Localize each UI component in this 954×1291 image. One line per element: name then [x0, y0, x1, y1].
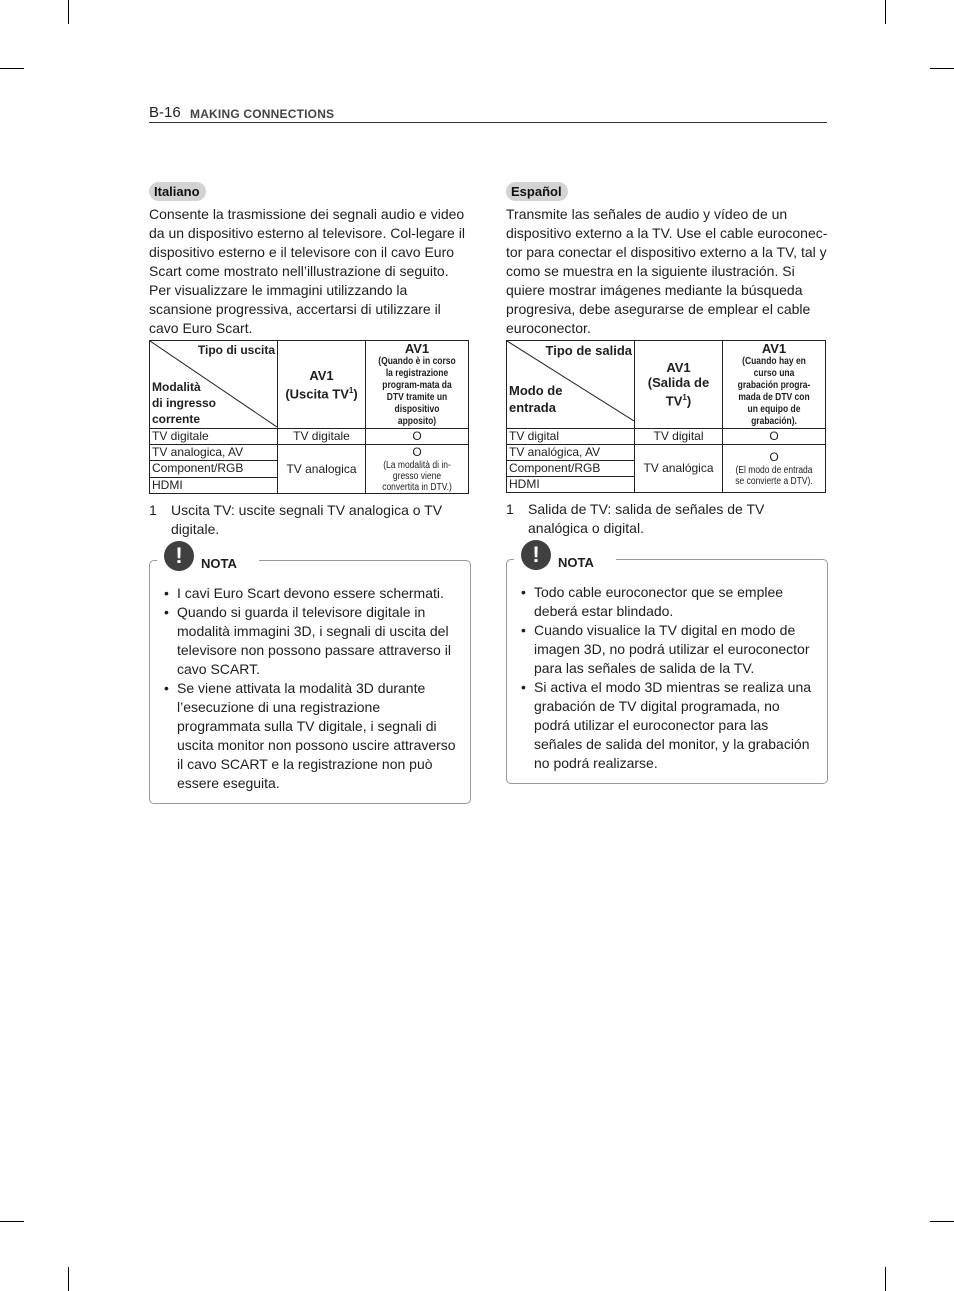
exclamation-icon: ! [521, 540, 551, 570]
table-cell: TV digitale [278, 429, 366, 445]
table-row-label: Component/RGB [507, 461, 635, 477]
column-header-av1-recording: AV1 (Quando è in corso la registrazione program-mata da DTV tramite un dispositivo apposito) [366, 341, 469, 429]
footnote [149, 501, 471, 539]
page-header [149, 104, 827, 123]
table-row-label: TV analogica, AV [150, 445, 278, 461]
crop-mark [68, 0, 69, 24]
table-row-label: TV digitale [150, 429, 278, 445]
column-header-av1-recording: AV1 (Cuando hay en curso una grabación progra-mada de DTV con un equipo de grabación). [723, 341, 826, 429]
table-cell: O [366, 429, 469, 445]
footnote-number: 1 [149, 502, 157, 518]
page-number: B-16 [149, 104, 181, 121]
note-label: NOTA [558, 555, 594, 570]
footnote-number: 1 [506, 501, 514, 517]
crop-mark [0, 68, 24, 69]
footnote [506, 500, 828, 538]
list-item: • Cuando visualice la TV digital en modo de imagen 3D, no podrá utilizar el euroconector para las señales de salida de la TV. [521, 621, 817, 678]
table-row-label: HDMI [150, 477, 278, 493]
list-item: • Si activa el modo 3D mientras se realiza una grabación de TV digital programada, no podrá utilizar el euroconector para las señales de salida del monitor, y la grabación no podrá realizarse. [521, 678, 817, 773]
column-header-av1: AV1 (Salida de $TV^1$) [635, 341, 723, 429]
table-row-label: TV digital [507, 429, 635, 445]
input-mode-label: Modo de entrada [509, 383, 563, 415]
table-cell: TV analógica [635, 445, 723, 493]
table-header-diagonal [507, 341, 635, 429]
table-cell: O (El modo de entrada se convierte a DTV). [723, 445, 826, 493]
crop-mark [930, 68, 954, 69]
exclamation-icon: ! [164, 541, 194, 571]
column-italiano [149, 182, 471, 804]
output-type-label: Tipo di uscita [197, 343, 275, 357]
connection-table [506, 340, 826, 493]
list-item: • I cavi Euro Scart devono essere schermati. [164, 584, 460, 603]
crop-mark [885, 0, 886, 24]
intro-text: Transmite las señales de audio y vídeo de un dispositivo externo a la TV. Use el cable euroconec-tor para conectar el dispositivo externo a la TV, tal y como se muestra en la siguiente ilustración. Si quiere mostrar imágenes mediante la búsqueda progresiva, debe asegurarse de emplear el cable euroconector. [506, 206, 828, 336]
footnote-text: Salida de TV: salida de señales de TV analógica o digital. [528, 501, 765, 536]
list-item: • Quando si guarda il televisore digitale in modalità immagini 3D, i segnali di uscita del televisore non possono passare attraverso il cavo SCART. [164, 603, 460, 679]
table-cell: O (La modalità di in-gresso viene convertita in DTV.) [366, 445, 469, 494]
list-item: • Se viene attivata la modalità 3D durante l’esecuzione di una registrazione programmata sulla TV digitale, i segnali di uscita monitor non possono uscire attraverso il cavo SCART e la registrazione non può essere eseguita. [164, 679, 460, 793]
table-cell: TV analogica [278, 445, 366, 494]
output-type-label: Tipo de salida [545, 343, 632, 358]
note-header [157, 539, 259, 571]
table-header-diagonal [150, 341, 278, 429]
note-box [149, 543, 471, 804]
crop-mark [885, 1267, 886, 1291]
column-header-av1: AV1 (Uscita $TV^1$) [278, 341, 366, 429]
language-label: Español [506, 182, 568, 201]
note-list [164, 584, 460, 793]
table-row-label: TV analógica, AV [507, 445, 635, 461]
section-title: MAKING CONNECTIONS [190, 107, 335, 121]
connection-table [149, 340, 469, 494]
input-mode-label: Modalità di ingresso corrente [152, 380, 217, 426]
crop-mark [930, 1221, 954, 1222]
table-row-label: Component/RGB [150, 461, 278, 477]
note-header [514, 538, 616, 570]
note-box [506, 542, 828, 784]
table-cell: O [723, 429, 826, 445]
language-label: Italiano [149, 182, 206, 201]
note-list [521, 583, 817, 773]
list-item: • Todo cable euroconector que se emplee deberá estar blindado. [521, 583, 817, 621]
intro-text: Consente la trasmissione dei segnali audio e video da un dispositivo esterno al televisore. Col-legare il dispositivo esterno e il televisore con il cavo Euro Scart come mostrato nell’illustrazione di seguito. Per visualizzare le immagini utilizzando la scansione progressiva, accertarsi di utilizzare il cavo Euro Scart. [149, 206, 465, 336]
note-label: NOTA [201, 556, 237, 571]
table-cell: TV digital [635, 429, 723, 445]
footnote-text: Uscita TV: uscite segnali TV analogica o TV digitale. [171, 502, 443, 537]
column-espanol [506, 182, 828, 784]
crop-mark [68, 1267, 69, 1291]
table-row-label: HDMI [507, 477, 635, 493]
crop-mark [0, 1221, 24, 1222]
